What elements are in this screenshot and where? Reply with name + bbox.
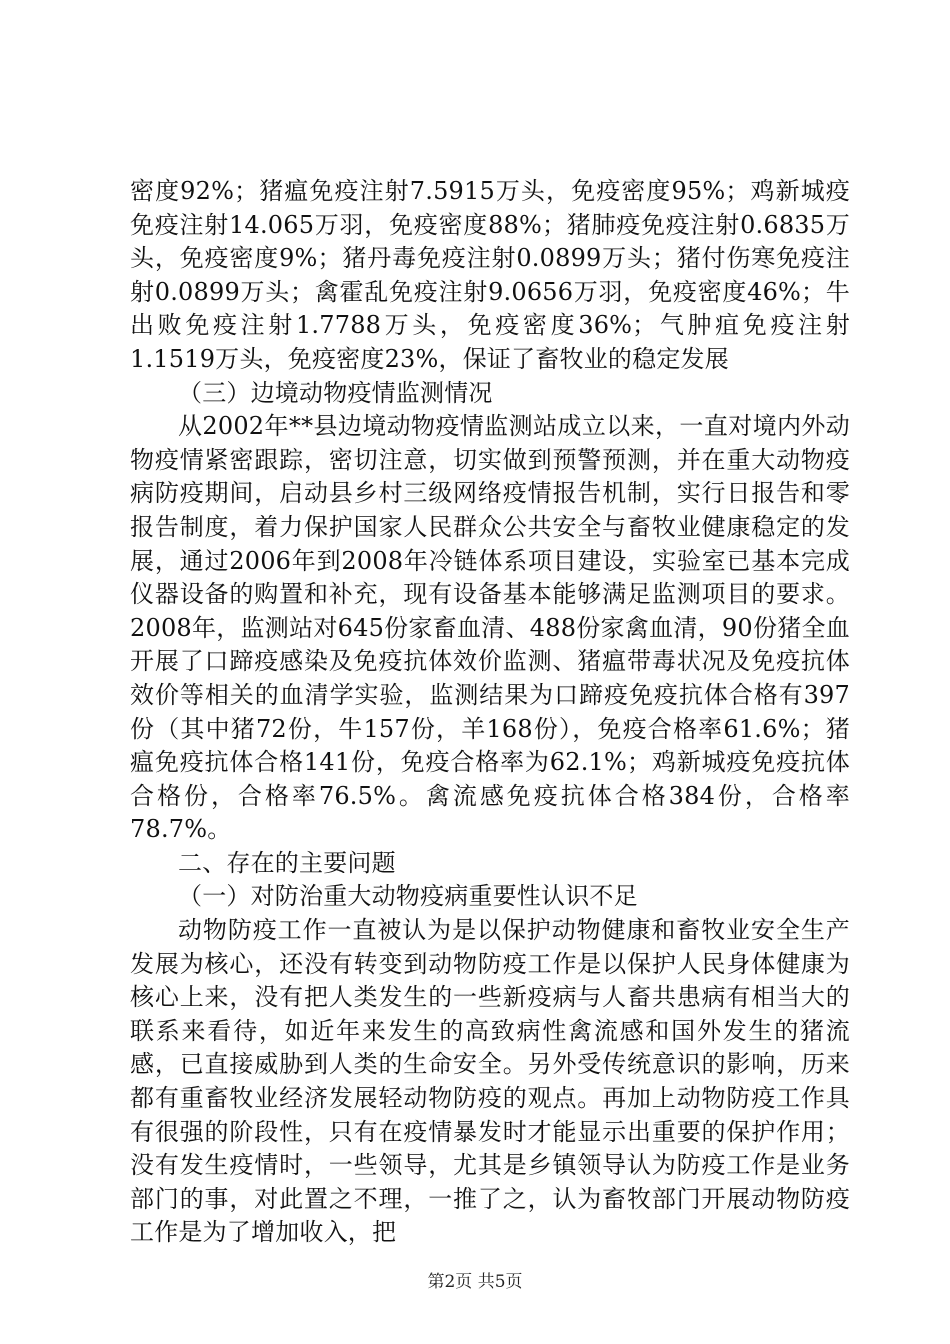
heading-insufficient-awareness: （一）对防治重大动物疫病重要性认识不足 — [178, 882, 638, 911]
page-number-footer: 第2页 共5页 — [427, 1272, 523, 1292]
document-body — [130, 175, 850, 1250]
paragraph-border-monitoring: 从2002年**县边境动物疫情监测站成立以来，一直对境内外动物疫情紧密跟踪，密切注意，切实做到预警预测，并在重大动物疫病防疫期间，启动县乡村三级网络疫情报告机制，实行日报告和零报告制度，着力保护国家人民群众公共安全与畜牧业健康稳定的发展，通过2006年到2008年冷链体系项目建设，实验室已基本完成仪器设备的购置和补充，现有设备基本能够满足监测项目的要求。2008年，监测站对645份家畜血清、488份家禽血清，90份猪全血开展了口蹄疫感染及免疫抗体效价监测、猪瘟带毒状况及免疫抗体效价等相关的血清学实验，监测结果为口蹄疫免疫抗体合格有397份（其中猪72份，牛157份，羊168份），免疫合格率61.6%；猪瘟免疫抗体合格141份，免疫合格率为62.1%；鸡新城疫免疫抗体合格份，合格率76.5%。禽流感免疫抗体合格384份，合格率78.7%。 — [130, 412, 850, 844]
paragraph-awareness-details: 动物防疫工作一直被认为是以保护动物健康和畜牧业安全生产发展为核心，还没有转变到动物防疫工作是以保护人民身体健康为核心上来，没有把人类发生的一些新疫病与人畜共患病有相当大的联系来看待，如近年来发生的高致病性禽流感和国外发生的猪流感，已直接威胁到人类的生命安全。另外受传统意识的影响，历来都有重畜牧业经济发展轻动物防疫的观点。再加上动物防疫工作具有很强的阶段性，只有在疫情暴发时才能显示出重要的保护作用；没有发生疫情时，一些领导，尤其是乡镇领导认为防疫工作是业务部门的事，对此置之不理，一推了之，认为畜牧部门开展动物防疫工作是为了增加收入，把 — [130, 916, 850, 1247]
heading-main-problems: 二、存在的主要问题 — [178, 848, 396, 877]
paragraph-immunization-figures: 密度92%；猪瘟免疫注射7.5915万头，免疫密度95%；鸡新城疫免疫注射14.065万羽，免疫密度88%；猪肺疫免疫注射0.6835万头，免疫密度9%；猪丹毒免疫注射0.0899万头；猪付伤寒免疫注射0.0899万头；禽霍乱免疫注射9.0656万羽，免疫密度46%；牛出败免疫注射1.7788万头，免疫密度36%；气肿疽免疫注射1.1519万头，免疫密度23%，保证了畜牧业的稳定发展 — [130, 177, 850, 373]
heading-border-monitoring: （三）边境动物疫情监测情况 — [178, 378, 493, 407]
